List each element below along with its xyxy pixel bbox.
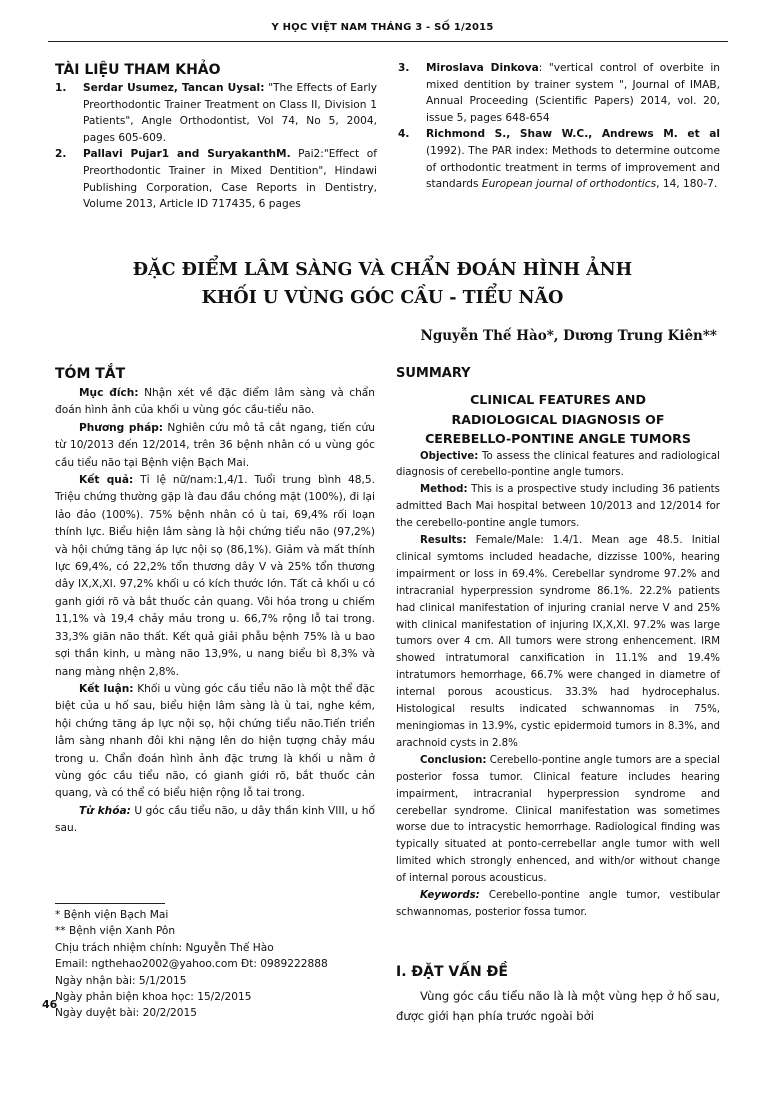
abstract-paragraph bbox=[55, 385, 375, 420]
abstract-paragraph bbox=[55, 420, 375, 472]
paragraph-text: This is a prospective study including 36 patients admitted Bach Mai hospital between 10/2013 and 12/2014 for the cerebello-pontine angle tumors. bbox=[396, 484, 720, 530]
header-divider bbox=[48, 41, 728, 42]
summary-title bbox=[396, 390, 720, 449]
page-number: 46 bbox=[42, 998, 58, 1011]
summary-paragraph bbox=[396, 533, 720, 753]
reference-number: 3. bbox=[398, 62, 410, 74]
footnotes bbox=[55, 907, 328, 1022]
paragraph-label: Objective: bbox=[420, 450, 479, 462]
article-title-line: KHỐI U VÙNG GÓC CẦU - TIỂU NÃO bbox=[201, 288, 564, 308]
section-introduction bbox=[396, 962, 720, 1026]
running-header: Y HỌC VIỆT NAM THÁNG 3 - SỐ 1/2015 bbox=[271, 22, 494, 33]
paragraph-text: Cerebello-pontine angle tumors are a special posterior fossa tumor. Clinical feature includes hearing impairment, intracranial hyperpression syndrome and cerebellar syndrome. Clinical manifestation was sometimes worse due to intracystic hemorrhage. Radiological finding was typically situated at ponto-cerrebellar angle tumor with well limited which strongly enhenced, and with/or without change of internal porous acousticus. bbox=[396, 754, 720, 885]
summary-title-line: RADIOLOGICAL DIAGNOSIS OF bbox=[451, 411, 665, 427]
references-left-column bbox=[55, 60, 377, 213]
paragraph-text: Khối u vùng góc cầu tiểu não là một thể đặc biệt của u hố sau, biểu hiện lâm sàng là ù tai, nghe kém, hội chứng tăng áp lực nội sọ, hội chứng tiểu não.Tiến triển lâm sàng nhanh đôi khi nặng lên do hiện tượng chảy máu trong u. Chẩn đoán hình ảnh đặc trưng là khối u nằm ở vùng góc cầu tiểu não, có gianh giới rõ, bắt thuốc cản quang, và có thể có biểu hiện rộng lỗ tai trong. bbox=[55, 682, 375, 800]
paragraph-label: Kết quả: bbox=[79, 474, 134, 487]
reference-authors: Pallavi Pujar1 and SuryakanthM. bbox=[83, 148, 291, 161]
reference-item bbox=[398, 60, 720, 126]
summary-paragraph bbox=[396, 753, 720, 888]
reference-number: 1. bbox=[55, 82, 67, 94]
summary-heading: SUMMARY bbox=[396, 366, 471, 381]
section-heading: I. ĐẶT VẤN ĐỀ bbox=[396, 964, 508, 980]
reference-number: 2. bbox=[55, 148, 67, 161]
reference-item bbox=[398, 126, 720, 192]
references-right-column bbox=[398, 60, 720, 193]
paragraph-label: Phương pháp: bbox=[79, 421, 164, 434]
abstract-heading: TÓM TẮT bbox=[55, 366, 126, 382]
keywords-paragraph bbox=[55, 803, 375, 838]
paragraph-text: Nghiên cứu mô tả cắt ngang, tiến cứu từ 10/2013 đến 12/2014, trên 36 bệnh nhân có u vùng góc cầu tiểu não tại Bệnh viện Bạch Mai. bbox=[55, 421, 375, 469]
footnote-corresponding-author: Chịu trách nhiệm chính: Nguyễn Thế Hào bbox=[55, 941, 274, 954]
paragraph-text: Nhận xét về đặc điểm lâm sàng và chẩn đoán hình ảnh của khối u vùng góc cầu-tiểu não. bbox=[55, 387, 375, 417]
abstract-paragraph bbox=[55, 472, 375, 681]
paragraph-label: Kết luận: bbox=[79, 682, 134, 695]
reference-text: : "vertical control of overbite in mixed dentition by trainer system ", Journal of IMAB, Annual Proceeding (Scientific Papers) 2014, vol. 20, issue 5, pages 648-654 bbox=[426, 62, 720, 124]
abstract-paragraph bbox=[55, 681, 375, 803]
paragraph-label: Mục đích: bbox=[79, 387, 139, 399]
reference-text: "The Effects of Early Preorthodontic Trainer Treatment on Class II, Division 1 Patients", Angle Orthodontist, Vol 74, No 5, 2004, pages 605-609. bbox=[83, 82, 377, 144]
footnote-affiliation: * Bệnh viện Bạch Mai bbox=[55, 909, 169, 921]
reference-item bbox=[55, 80, 377, 146]
summary-paragraph bbox=[396, 449, 720, 483]
footnote-accepted-date: Ngày duyệt bài: 20/2/2015 bbox=[55, 1007, 197, 1020]
summary-title-line: CEREBELLO-PONTINE ANGLE TUMORS bbox=[425, 431, 691, 446]
reference-item bbox=[55, 146, 377, 212]
summary-english bbox=[396, 364, 720, 922]
footnote-affiliation: ** Bệnh viện Xanh Pôn bbox=[55, 925, 176, 938]
article-authors: Nguyễn Thế Hào*, Dương Trung Kiên** bbox=[420, 328, 717, 344]
paragraph-label: Conclusion: bbox=[420, 754, 487, 766]
paragraph-label: Method: bbox=[420, 484, 468, 496]
paragraph-text: Cerebello-pontine angle tumor, vestibular schwannomas, posterior fossa tumor. bbox=[396, 890, 720, 918]
reference-authors: Serdar Usumez, Tancan Uysal: bbox=[83, 82, 265, 94]
summary-title-line: CLINICAL FEATURES AND bbox=[470, 392, 646, 407]
footnote-received-date: Ngày nhận bài: 5/1/2015 bbox=[55, 974, 187, 987]
reference-text: (1992). The PAR index: Methods to determine outcome of orthodontic treatment in terms of improvement and standards bbox=[426, 144, 720, 191]
paragraph-label: Results: bbox=[420, 535, 467, 547]
reference-journal: European journal of orthodontics bbox=[481, 178, 657, 191]
reference-number: 4. bbox=[398, 128, 410, 141]
article-title bbox=[0, 256, 765, 312]
reference-authors: Richmond S., Shaw W.C., Andrews M. et al bbox=[426, 128, 720, 141]
keywords-paragraph bbox=[396, 888, 720, 922]
article-title-line: ĐẶC ĐIỂM LÂM SÀNG VÀ CHẨN ĐOÁN HÌNH ẢNH bbox=[132, 260, 633, 280]
reference-tail: , 14, 180-7. bbox=[656, 178, 718, 191]
footnote-divider bbox=[55, 903, 165, 904]
section-paragraph: Vùng góc cầu tiểu não là là một vùng hẹp ở hố sau, được giới hạn phía trước ngoài bởi bbox=[396, 989, 720, 1023]
paragraph-text: To assess the clinical features and radiological diagnosis of cerebello-pontine angle tumors. bbox=[396, 450, 720, 479]
paragraph-text: Female/Male: 1.4/1. Mean age 48.5. Initial clinical symtoms included headache, dizzisse 100%, hearing impairment or loss in 69.4%. Cerebellar syndrome 97.2% and intracranial hyperpression syndrome 86.1%. 22.2% patients had clinical manifestation of injuring cranial nerve V and 25% with clinical manifestation of injuring IX,X,XI. 97.2% was large tumors over 4 cm. All tumors were strong enhencement. IRM showed intratumoral canxification in 11.1% and 19.4% intratumors hemorrhage, 66.7% were changed in diametre of internal porous acousticus. 33.3% had hydrocephalus. Histological results indicated schwannomas in 75%, meningiomas in 13.9%, cystic epidermoid tumors in 8.3%, and arachnoid cysts in 2.8% bbox=[396, 535, 720, 749]
footnote-review-date: Ngày phản biện khoa học: 15/2/2015 bbox=[55, 991, 252, 1004]
paragraph-label: Từ khóa: bbox=[79, 804, 131, 817]
summary-paragraph bbox=[396, 482, 720, 533]
paragraph-label: Keywords: bbox=[420, 890, 480, 902]
reference-text: Pai2:"Effect of Preorthodontic Trainer in Mixed Dentition", Hindawi Publishing Corporation, Case Reports in Dentistry, Volume 2013, Article ID 717435, 6 pages bbox=[83, 148, 377, 211]
references-heading: TÀI LIỆU THAM KHẢO bbox=[55, 62, 221, 78]
reference-authors: Miroslava Dinkova bbox=[426, 62, 539, 74]
paragraph-text: Tỉ lệ nữ/nam:1,4/1. Tuổi trung bình 48,5. Triệu chứng thường gặp là đau đầu chóng mặt (100%), đi lại lảo đảo (100%). 75% bệnh nhân có ù tai, 69,4% rối loạn thính lực. Biểu hiện lâm sàng là hội chứng tiểu não (97,2%) và hội chứng tăng áp lực nội sọ (86,1%). Giảm và mất thính lực 69,4%, có 22,2% tổn thương dây V và 25% tổn thương dây IX,X,XI. 97,2% khối u có kích thước lớn. Tất cả khối u có ganh giới rõ và bắt thuốc cản quang. Vôi hóa trong u chiếm 11,1% và 19,4 chảy máu trong u. 66,7% rộng lỗ tai trong. 33,3% giãn não thất. Kết quả giải phẫu bệnh 75% là u bao sợi thần kinh, u màng não 13,9%, u nang biểu bì 8,3% và nang màng nhện 2,8%. bbox=[55, 474, 375, 678]
abstract-vietnamese bbox=[55, 364, 375, 838]
paragraph-text: U góc cầu tiểu não, u dây thần kinh VIII, u hố sau. bbox=[55, 804, 375, 835]
footnote-contact: Email: ngthehao2002@yahoo.com Đt: 0989222888 bbox=[55, 958, 328, 971]
